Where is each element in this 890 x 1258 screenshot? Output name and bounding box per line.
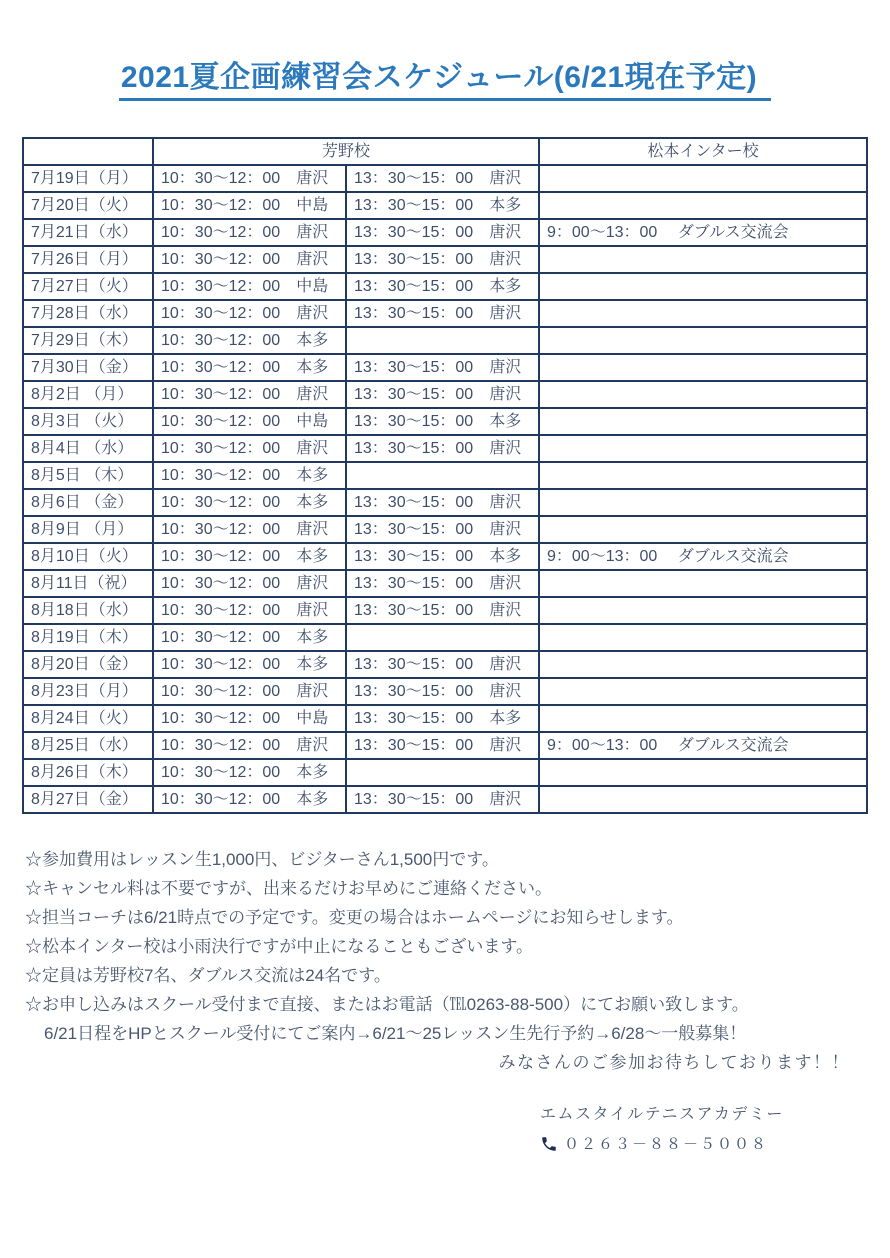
cell-afternoon-session: 13：30～15：00 唐沢: [346, 489, 539, 516]
table-row: [23, 678, 867, 705]
cell-morning-session: 10：30～12：00 唐沢: [153, 516, 346, 543]
table-row: [23, 597, 867, 624]
cell-morning-session: 10：30～12：00 唐沢: [153, 570, 346, 597]
cell-matsumoto-event: [539, 408, 867, 435]
cell-date: 7月21日（水）: [23, 219, 153, 246]
footer-phone-row: [540, 1133, 890, 1154]
cell-morning-session: 10：30～12：00 本多: [153, 786, 346, 813]
table-row: [23, 165, 867, 192]
table-row: [23, 732, 867, 759]
cell-morning-session: 10：30～12：00 唐沢: [153, 678, 346, 705]
cell-date: 7月28日（水）: [23, 300, 153, 327]
cell-afternoon-session: 13：30～15：00 本多: [346, 543, 539, 570]
cell-matsumoto-event: [539, 246, 867, 273]
cell-afternoon-session: 13：30～15：00 唐沢: [346, 732, 539, 759]
cell-matsumoto-event: 9：00～13：00 ダブルス交流会: [539, 732, 867, 759]
cell-morning-session: 10：30～12：00 本多: [153, 624, 346, 651]
note-line: ☆担当コーチは6/21時点での予定です。変更の場合はホームページにお知らせします。: [25, 908, 684, 927]
cell-afternoon-session: 13：30～15：00 唐沢: [346, 354, 539, 381]
table-row: [23, 651, 867, 678]
table-row: [23, 543, 867, 570]
cell-date: 7月20日（火）: [23, 192, 153, 219]
cell-afternoon-session: 13：30～15：00 唐沢: [346, 300, 539, 327]
table-row: [23, 381, 867, 408]
table-row: [23, 300, 867, 327]
table-row: [23, 759, 867, 786]
footer: [540, 1101, 890, 1154]
table-row: [23, 273, 867, 300]
cell-morning-session: 10：30～12：00 本多: [153, 759, 346, 786]
cell-matsumoto-event: [539, 462, 867, 489]
cell-matsumoto-event: [539, 381, 867, 408]
cell-morning-session: 10：30～12：00 唐沢: [153, 165, 346, 192]
table-row: [23, 435, 867, 462]
announcement-line: 6/21日程をHPとスクール受付にてご案内→6/21～25レッスン生先行予約→6/28～一般募集！: [44, 1024, 747, 1043]
cell-date: 7月19日（月）: [23, 165, 153, 192]
cell-matsumoto-event: 9：00～13：00 ダブルス交流会: [539, 219, 867, 246]
cell-matsumoto-event: [539, 651, 867, 678]
closing-line: みなさんのご参加お待ちしております！！: [498, 1053, 850, 1072]
cell-date: 8月19日（木）: [23, 624, 153, 651]
cell-date: 8月10日（火）: [23, 543, 153, 570]
cell-afternoon-session: 13：30～15：00 本多: [346, 705, 539, 732]
table-row: [23, 516, 867, 543]
cell-afternoon-session: 13：30～15：00 本多: [346, 273, 539, 300]
cell-afternoon-session: 13：30～15：00 唐沢: [346, 381, 539, 408]
cell-matsumoto-event: [539, 300, 867, 327]
academy-name: エムスタイルテニスアカデミー: [540, 1106, 784, 1123]
cell-morning-session: 10：30～12：00 唐沢: [153, 219, 346, 246]
cell-morning-session: 10：30～12：00 本多: [153, 651, 346, 678]
cell-date: 8月2日 （月）: [23, 381, 153, 408]
phone-icon: [540, 1135, 558, 1153]
cell-matsumoto-event: [539, 786, 867, 813]
cell-date: 8月18日（水）: [23, 597, 153, 624]
cell-afternoon-session: 13：30～15：00 唐沢: [346, 435, 539, 462]
cell-matsumoto-event: [539, 327, 867, 354]
cell-morning-session: 10：30～12：00 中島: [153, 408, 346, 435]
table-header-row: [23, 138, 867, 165]
cell-date: 7月27日（火）: [23, 273, 153, 300]
page-title: 2021夏企画練習会スケジュール(6/21現在予定): [119, 52, 771, 101]
note-line: ☆お申し込みはスクール受付まで直接、またはお電話（℡0263-88-500）にてお願い致します。: [25, 995, 749, 1014]
cell-date: 8月20日（金）: [23, 651, 153, 678]
cell-afternoon-session: 13：30～15：00 唐沢: [346, 597, 539, 624]
table-row: [23, 354, 867, 381]
table-row: [23, 192, 867, 219]
cell-morning-session: 10：30～12：00 唐沢: [153, 435, 346, 462]
note-line: ☆キャンセル料は不要ですが、出来るだけお早めにご連絡ください。: [25, 879, 552, 898]
table-row: [23, 570, 867, 597]
cell-matsumoto-event: [539, 354, 867, 381]
cell-matsumoto-event: [539, 516, 867, 543]
cell-afternoon-session: [346, 327, 539, 354]
cell-afternoon-session: 13：30～15：00 本多: [346, 192, 539, 219]
table-row: [23, 489, 867, 516]
cell-morning-session: 10：30～12：00 中島: [153, 192, 346, 219]
cell-morning-session: 10：30～12：00 本多: [153, 354, 346, 381]
header-yoshino-school: 芳野校: [153, 138, 539, 165]
cell-morning-session: 10：30～12：00 唐沢: [153, 300, 346, 327]
phone-number: ０２６３－８８－５００８: [564, 1136, 769, 1153]
cell-morning-session: 10：30～12：00 唐沢: [153, 246, 346, 273]
cell-date: 8月6日 （金）: [23, 489, 153, 516]
note-line: ☆松本インター校は小雨決行ですが中止になることもございます。: [25, 937, 533, 956]
cell-date: 7月30日（金）: [23, 354, 153, 381]
cell-morning-session: 10：30～12：00 本多: [153, 462, 346, 489]
table-row: [23, 408, 867, 435]
cell-morning-session: 10：30～12：00 本多: [153, 489, 346, 516]
cell-matsumoto-event: [539, 570, 867, 597]
cell-afternoon-session: 13：30～15：00 本多: [346, 408, 539, 435]
cell-matsumoto-event: [539, 273, 867, 300]
cell-morning-session: 10：30～12：00 中島: [153, 273, 346, 300]
cell-date: 8月4日 （水）: [23, 435, 153, 462]
cell-afternoon-session: 13：30～15：00 唐沢: [346, 219, 539, 246]
cell-afternoon-session: [346, 462, 539, 489]
note-line: ☆定員は芳野校7名、ダブルス交流は24名です。: [25, 966, 391, 985]
cell-afternoon-session: [346, 759, 539, 786]
cell-date: 8月24日（火）: [23, 705, 153, 732]
cell-date: 8月26日（木）: [23, 759, 153, 786]
cell-date: 8月11日（祝）: [23, 570, 153, 597]
cell-afternoon-session: 13：30～15：00 唐沢: [346, 786, 539, 813]
table-row: [23, 219, 867, 246]
table-row: [23, 786, 867, 813]
cell-date: 7月26日（月）: [23, 246, 153, 273]
cell-matsumoto-event: [539, 489, 867, 516]
note-line: ☆参加費用はレッスン生1,000円、ビジターさん1,500円です。: [25, 850, 499, 869]
cell-afternoon-session: 13：30～15：00 唐沢: [346, 246, 539, 273]
cell-morning-session: 10：30～12：00 本多: [153, 543, 346, 570]
cell-matsumoto-event: [539, 597, 867, 624]
table-row: [23, 462, 867, 489]
cell-date: 8月25日（水）: [23, 732, 153, 759]
cell-date: 7月29日（木）: [23, 327, 153, 354]
cell-afternoon-session: 13：30～15：00 唐沢: [346, 678, 539, 705]
cell-matsumoto-event: 9：00～13：00 ダブルス交流会: [539, 543, 867, 570]
cell-date: 8月27日（金）: [23, 786, 153, 813]
title-wrap: [0, 52, 890, 101]
table-row: [23, 246, 867, 273]
table-row: [23, 624, 867, 651]
cell-matsumoto-event: [539, 759, 867, 786]
cell-date: 8月5日 （木）: [23, 462, 153, 489]
cell-morning-session: 10：30～12：00 中島: [153, 705, 346, 732]
cell-date: 8月23日（月）: [23, 678, 153, 705]
table-row: [23, 705, 867, 732]
cell-date: 8月3日 （火）: [23, 408, 153, 435]
notes-section: [25, 845, 890, 1019]
cell-afternoon-session: 13：30～15：00 唐沢: [346, 516, 539, 543]
cell-date: 8月9日 （月）: [23, 516, 153, 543]
cell-matsumoto-event: [539, 678, 867, 705]
cell-morning-session: 10：30～12：00 本多: [153, 327, 346, 354]
cell-matsumoto-event: [539, 705, 867, 732]
cell-matsumoto-event: [539, 165, 867, 192]
cell-afternoon-session: 13：30～15：00 唐沢: [346, 165, 539, 192]
cell-matsumoto-event: [539, 435, 867, 462]
cell-afternoon-session: 13：30～15：00 唐沢: [346, 570, 539, 597]
cell-morning-session: 10：30～12：00 唐沢: [153, 597, 346, 624]
table-row: [23, 327, 867, 354]
header-date-cell: [23, 138, 153, 165]
cell-afternoon-session: [346, 624, 539, 651]
schedule-table: [22, 137, 868, 814]
cell-matsumoto-event: [539, 192, 867, 219]
cell-matsumoto-event: [539, 624, 867, 651]
cell-afternoon-session: 13：30～15：00 唐沢: [346, 651, 539, 678]
cell-morning-session: 10：30～12：00 唐沢: [153, 732, 346, 759]
cell-morning-session: 10：30～12：00 唐沢: [153, 381, 346, 408]
header-matsumoto-inter-school: 松本インター校: [539, 138, 867, 165]
